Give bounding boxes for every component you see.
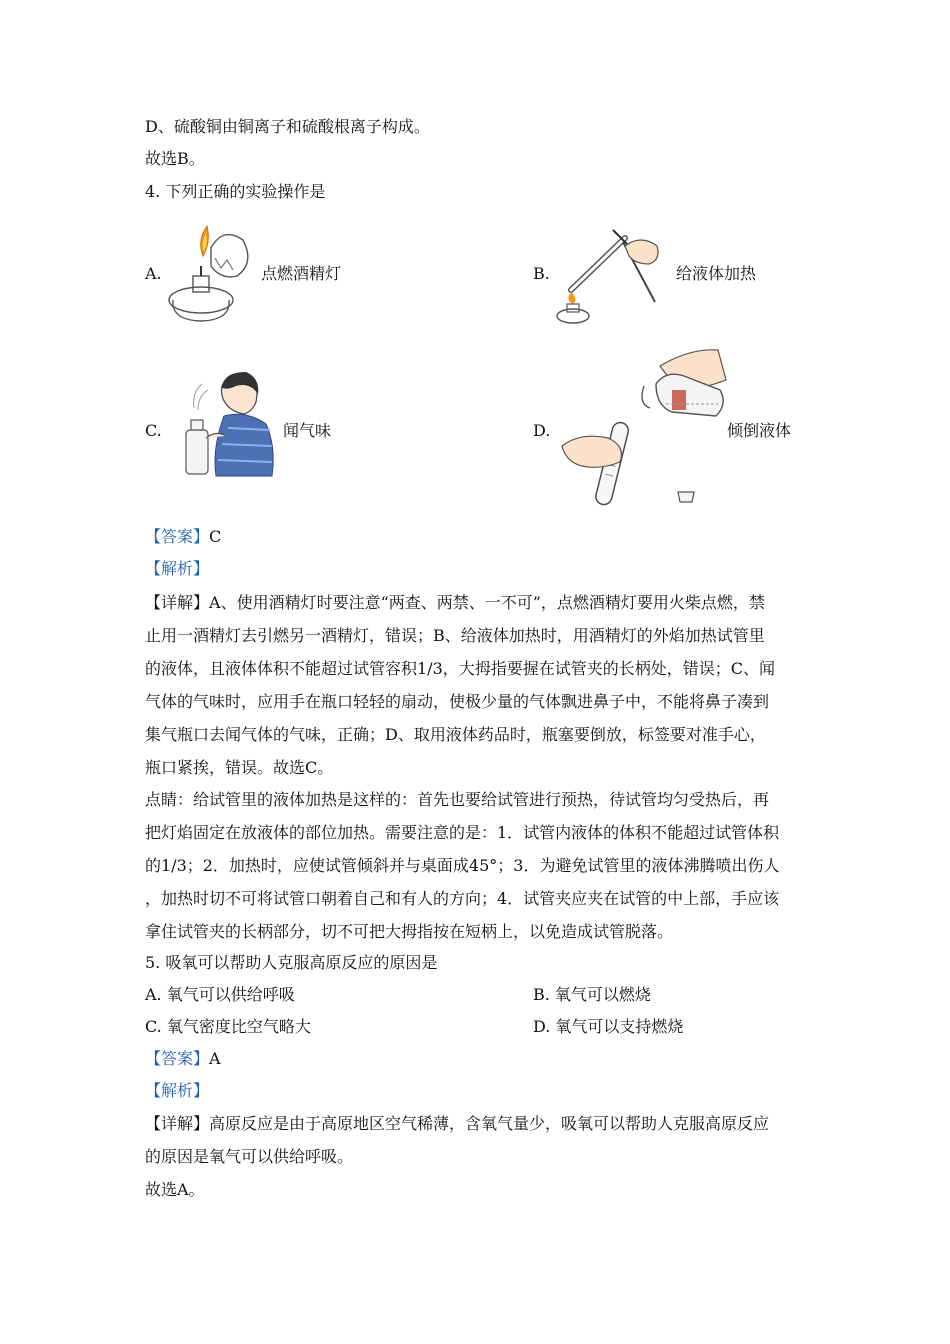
q4-option-c-letter: C. [145, 421, 162, 440]
q4-detail-line-3: 的液体，且液体体积不能超过试管容积1/3，大拇指要握在试管夹的长柄处，错误；C、闻 [145, 659, 775, 678]
prev-option-d: D、硫酸铜由铜离子和硫酸根离子构成。 [145, 117, 430, 136]
detail-text: A、使用酒精灯时要注意“两查、两禁、一不可”，点燃酒精灯要用火柴点燃，禁 [209, 593, 765, 612]
detail-tag: 【详解】 [145, 593, 210, 612]
q4-detail-line-6: 瓶口紧挨，错误。故选C。 [145, 758, 334, 777]
detail-tag: 【详解】 [145, 1114, 210, 1133]
q4-option-d-caption: 倾倒液体 [727, 421, 792, 440]
q4-option-a-letter: A. [145, 264, 162, 283]
q4-analysis-tag: 【解析】 [145, 559, 210, 578]
q4-tip-line-5: 拿住试管夹的长柄部分，切不可把大拇指按在短柄上，以免造成试管脱落。 [145, 922, 674, 941]
q5-conclusion: 故选A。 [145, 1180, 205, 1199]
q4-tip-line-1: 点睛：给试管里的液体加热是这样的：首先也要给试管进行预热，待试管均匀受热后，再 [145, 790, 770, 809]
q4-tip-line-4: ，加热时切不可将试管口朝着自己和有人的方向；4．试管夹应夹在试管的中上部，手应该 [145, 889, 780, 908]
q5-option-a: A. 氧气可以供给呼吸 [145, 985, 295, 1004]
answer-tag: 【答案】 [145, 1049, 210, 1068]
q5-analysis-tag: 【解析】 [145, 1081, 210, 1100]
pouring-liquid-figure [560, 346, 730, 514]
q5-option-c: C. 氧气密度比空气略大 [145, 1017, 311, 1036]
q5-detail-line-2: 的原因是氧气可以供给呼吸。 [145, 1147, 354, 1166]
answer-tag: 【答案】 [145, 527, 210, 546]
answer-value: C [209, 527, 222, 546]
answer-value: A [209, 1049, 221, 1068]
q5-option-d: D. 氧气可以支持燃烧 [533, 1017, 684, 1036]
heating-liquid-figure [553, 220, 668, 330]
q4-option-b-caption: 给液体加热 [676, 264, 757, 283]
q5-option-b: B. 氧气可以燃烧 [533, 985, 651, 1004]
q5-detail-line-1 [145, 1113, 769, 1135]
q4-tip-line-2: 把灯焰固定在放液体的部位加热。需要注意的是：1．试管内液体的体积不能超过试管体积 [145, 823, 780, 842]
q4-option-a-caption: 点燃酒精灯 [261, 264, 342, 283]
q4-detail-line-4: 气体的气味时，应用手在瓶口轻轻的扇动，使极少量的气体飘进鼻子中，不能将鼻子凑到 [145, 692, 770, 711]
q4-detail-line-5: 集气瓶口去闻气体的气味，正确；D、取用液体药品时，瓶塞要倒放，标签要对准手心， [145, 725, 766, 744]
q4-detail-line-1 [145, 592, 765, 614]
alcohol-lamp-lighting-figure [163, 218, 258, 324]
q4-detail-line-2: 止用一酒精灯去引燃另一酒精灯，错误；B、给液体加热时，用酒精灯的外焰加热试管里 [145, 626, 765, 645]
q4-option-c-caption: 闻气味 [283, 421, 332, 440]
q4-option-d-letter: D. [533, 421, 551, 440]
q5-stem: 5. 吸氧可以帮助人克服高原反应的原因是 [145, 953, 438, 972]
q4-answer [145, 526, 221, 548]
q4-stem: 4. 下列正确的实验操作是 [145, 182, 326, 201]
detail-text: 高原反应是由于高原地区空气稀薄，含氧气量少，吸氧可以帮助人克服高原反应 [209, 1114, 770, 1133]
prev-conclusion: 故选B。 [145, 149, 205, 168]
q4-tip-line-3: 的1/3；2．加热时，应使试管倾斜并与桌面成45°；3．为避免试管里的液体沸腾喷出伤人 [145, 856, 780, 875]
q5-answer [145, 1048, 221, 1070]
q4-option-b-letter: B. [533, 264, 550, 283]
smelling-gas-figure [176, 368, 280, 486]
